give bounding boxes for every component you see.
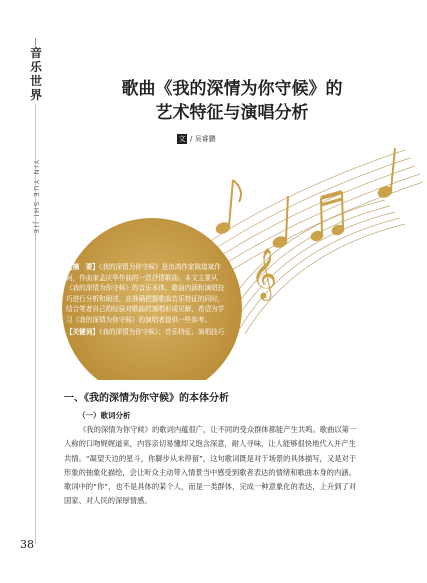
body-text: [64, 423, 360, 509]
keywords-label: 【关键词】: [66, 327, 99, 336]
column-title-char: 界: [29, 88, 42, 102]
treble-clef-icon: [251, 248, 277, 301]
note-icon: [377, 148, 395, 199]
music-notes: [215, 148, 395, 301]
author-badge: 文: [178, 135, 186, 143]
abstract-label: 【摘 要】: [66, 263, 99, 271]
page-number: 38: [20, 538, 34, 551]
keywords-line: [66, 327, 226, 338]
svg-text:𝄞: 𝄞: [251, 248, 278, 299]
music-staff-illustration: [55, 140, 427, 380]
column-title-char: 乐: [29, 60, 42, 74]
paragraph: 《我的深情为你守候》的歌词内蕴很广，让不同的受众群体都能产生共鸣。歌曲以第一人称的口吻娓娓道来，内容亲切易懂却又饱含深意，耐人寻味，让人能够很快地代入并产生共情。“凝望天边的星斗，你脚步从未停留”，这句歌词既是对于场景的具体描写，又是对于形象的抽象化描绘，会让听众主动带入情景当中感受到歌者表达的情绪和歌曲本身的内涵。歌词中的“你”，也不是具体的某个人，而是一类群体，完成一种意象化的表达，上升到了对国家、对人民的深厚情感。: [64, 425, 357, 506]
author-name: / 吴睿鹏: [190, 135, 216, 143]
column-title-en: YIN YUE SHI JIE: [32, 160, 40, 235]
article-title-line2: 艺术特征与演唱分析: [155, 103, 309, 123]
column-title-char: 世: [29, 74, 42, 88]
sidebar-top-rule: [35, 38, 36, 46]
subsection-heading: （一）歌词分析: [78, 411, 131, 420]
column-title: [28, 46, 44, 102]
abstract-text: 《我的深情为你守候》是由鸿作家陈道斌作词，作曲家孟庆华作曲的一首抒情歌曲。本文主要从《我的深情为你守候》的音乐本体、歌曲内涵和演唱技巧进行分析和阐述，在准确把握歌曲音乐特征的同时，结合笔者自己的经验对歌曲的演唱形成见解，希望为学习《我的深情为你守候》的演唱者提供一些参考。: [66, 263, 225, 324]
keywords-text: 《我的深情为你守候》；音乐特征；演唱技巧: [98, 327, 225, 336]
author-line: [177, 134, 216, 144]
article-title-line1: 歌曲《我的深情为你守候》的: [121, 79, 343, 99]
note-icon: [215, 180, 241, 235]
section-heading: 一、《我的深情为你守候》的本体分析: [64, 393, 229, 404]
abstract-block: [66, 262, 226, 337]
column-title-char: 音: [29, 46, 42, 60]
